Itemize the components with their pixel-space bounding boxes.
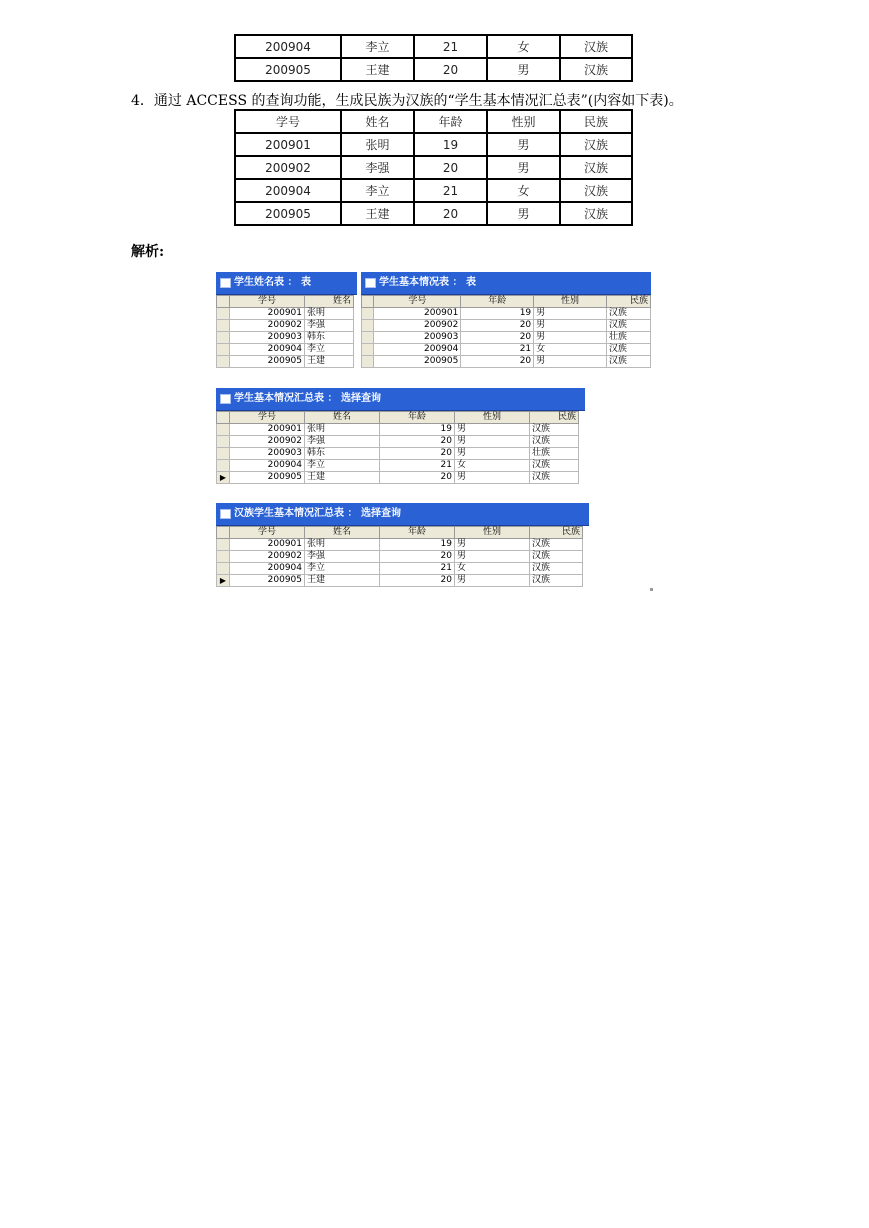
- gender-cell: 男: [487, 156, 560, 179]
- ethnicity-cell: 汉族: [560, 133, 632, 156]
- age-cell: 19: [414, 133, 487, 156]
- record-selector[interactable]: [217, 344, 230, 356]
- datasheet-header: [217, 296, 354, 308]
- query-icon: [220, 509, 231, 519]
- cell[interactable]: 20: [380, 436, 455, 448]
- cell[interactable]: 汉族: [606, 320, 650, 332]
- cell[interactable]: 汉族: [530, 539, 583, 551]
- cell[interactable]: 男: [455, 472, 530, 484]
- window-titlebar[interactable]: [216, 503, 589, 526]
- column-header[interactable]: 民族: [530, 527, 583, 539]
- cell[interactable]: 200903: [230, 332, 305, 344]
- cell[interactable]: 21: [461, 344, 534, 356]
- column-header[interactable]: 姓名: [305, 296, 354, 308]
- result-table: [234, 109, 633, 226]
- name-cell: 李强: [341, 156, 414, 179]
- column-header[interactable]: 学号: [230, 527, 305, 539]
- table-icon: [220, 278, 231, 288]
- corner-selector[interactable]: [362, 296, 374, 308]
- cell[interactable]: 李立: [305, 563, 380, 575]
- window-titlebar[interactable]: [216, 388, 585, 411]
- datasheet-row[interactable]: [362, 308, 651, 320]
- cell[interactable]: 壮族: [530, 448, 579, 460]
- datasheet: [216, 295, 354, 368]
- corner-selector[interactable]: [217, 412, 230, 424]
- cell[interactable]: 壮族: [606, 332, 650, 344]
- datasheet-row[interactable]: [217, 472, 579, 484]
- name-cell: 张明: [341, 133, 414, 156]
- datasheet-header: [217, 527, 583, 539]
- ethnicity-cell: 汉族: [560, 35, 632, 58]
- cell[interactable]: 200902: [230, 436, 305, 448]
- current-record-pointer[interactable]: ▶: [217, 575, 230, 587]
- column-header[interactable]: 学号: [230, 296, 305, 308]
- cell[interactable]: 男: [455, 575, 530, 587]
- cell[interactable]: 20: [461, 332, 534, 344]
- cell[interactable]: 19: [461, 308, 534, 320]
- table-header-row: [235, 110, 632, 133]
- datasheet: [361, 295, 651, 368]
- ethnicity-cell: 汉族: [560, 156, 632, 179]
- cell[interactable]: 男: [455, 436, 530, 448]
- cell[interactable]: 王建: [305, 575, 380, 587]
- record-selector[interactable]: [217, 356, 230, 368]
- student-id-cell: 200901: [235, 133, 341, 156]
- gender-cell: 男: [487, 202, 560, 225]
- cell[interactable]: 20: [380, 448, 455, 460]
- datasheet-row[interactable]: [362, 356, 651, 368]
- cell[interactable]: 女: [534, 344, 607, 356]
- datasheet-row[interactable]: [217, 551, 583, 563]
- current-record-pointer[interactable]: ▶: [217, 472, 230, 484]
- cell[interactable]: 李强: [305, 320, 354, 332]
- cell[interactable]: 200903: [230, 448, 305, 460]
- cell[interactable]: 200901: [374, 308, 461, 320]
- cell[interactable]: 21: [380, 563, 455, 575]
- cell[interactable]: 200901: [230, 308, 305, 320]
- name-cell: 王建: [341, 202, 414, 225]
- summary-query-window[interactable]: [216, 388, 585, 491]
- query-icon: [220, 394, 231, 404]
- student-id-cell: 200904: [235, 179, 341, 202]
- header-cell: 年龄: [414, 110, 487, 133]
- cell[interactable]: 男: [455, 551, 530, 563]
- datasheet-row[interactable]: [217, 436, 579, 448]
- cell[interactable]: 200901: [230, 424, 305, 436]
- analysis-label: 解析:: [131, 244, 165, 260]
- window-title: 汉族学生基本情况汇总表 ： 选择查询: [234, 508, 401, 519]
- table-icon: [365, 278, 376, 288]
- datasheet-row[interactable]: [217, 320, 354, 332]
- cell[interactable]: 男: [455, 448, 530, 460]
- column-header[interactable]: 学号: [374, 296, 461, 308]
- student-id-cell: 200905: [235, 58, 341, 81]
- cell[interactable]: 200901: [230, 539, 305, 551]
- cell[interactable]: 汉族: [530, 551, 583, 563]
- datasheet-row[interactable]: [217, 424, 579, 436]
- record-selector[interactable]: [217, 448, 230, 460]
- header-cell: 学号: [235, 110, 341, 133]
- cell[interactable]: 汉族: [530, 424, 579, 436]
- cell[interactable]: 20: [380, 472, 455, 484]
- record-selector[interactable]: [217, 551, 230, 563]
- datasheet-row[interactable]: [217, 563, 583, 575]
- name-cell: 王建: [341, 58, 414, 81]
- datasheet-header: [362, 296, 651, 308]
- corner-selector[interactable]: [217, 296, 230, 308]
- table-row: [235, 179, 632, 202]
- cell[interactable]: 汉族: [530, 436, 579, 448]
- column-header[interactable]: 年龄: [380, 412, 455, 424]
- record-selector[interactable]: [362, 356, 374, 368]
- cell[interactable]: 200903: [374, 332, 461, 344]
- datasheet-row[interactable]: [217, 575, 583, 587]
- cell[interactable]: 王建: [305, 472, 380, 484]
- cell[interactable]: 20: [461, 356, 534, 368]
- window-title: 学生姓名表 ： 表: [234, 277, 311, 288]
- record-selector[interactable]: [217, 460, 230, 472]
- cell[interactable]: 汉族: [606, 308, 650, 320]
- cell[interactable]: 200904: [230, 344, 305, 356]
- gender-cell: 男: [487, 133, 560, 156]
- ethnicity-cell: 汉族: [560, 58, 632, 81]
- cell[interactable]: 男: [534, 320, 607, 332]
- cell[interactable]: 李强: [305, 551, 380, 563]
- cell[interactable]: 19: [380, 539, 455, 551]
- header-cell: 性别: [487, 110, 560, 133]
- cell[interactable]: 张明: [305, 424, 380, 436]
- age-cell: 21: [414, 35, 487, 58]
- record-selector[interactable]: [217, 332, 230, 344]
- window-title: 学生基本情况表 ： 表: [379, 277, 476, 288]
- cell[interactable]: 李立: [305, 460, 380, 472]
- cell[interactable]: 男: [455, 539, 530, 551]
- record-selector[interactable]: [362, 344, 374, 356]
- cell[interactable]: 200905: [230, 356, 305, 368]
- cell[interactable]: 200904: [230, 460, 305, 472]
- cell[interactable]: 女: [455, 563, 530, 575]
- datasheet-row[interactable]: [217, 308, 354, 320]
- top-table: [234, 34, 633, 82]
- age-cell: 20: [414, 156, 487, 179]
- cell[interactable]: 汉族: [606, 344, 650, 356]
- table-row: [235, 133, 632, 156]
- datasheet-row[interactable]: [362, 320, 651, 332]
- column-header[interactable]: 年龄: [380, 527, 455, 539]
- datasheet-row[interactable]: [217, 448, 579, 460]
- window-title: 学生基本情况汇总表 ： 选择查询: [234, 393, 381, 404]
- cell[interactable]: 20: [461, 320, 534, 332]
- cell[interactable]: 男: [534, 308, 607, 320]
- column-header[interactable]: 性别: [455, 412, 530, 424]
- cell[interactable]: 汉族: [606, 356, 650, 368]
- cell[interactable]: 21: [380, 460, 455, 472]
- age-cell: 20: [414, 202, 487, 225]
- column-header[interactable]: 姓名: [305, 412, 380, 424]
- column-header[interactable]: 民族: [530, 412, 579, 424]
- cell[interactable]: 汉族: [530, 563, 583, 575]
- record-selector[interactable]: [217, 424, 230, 436]
- table-row: [235, 35, 632, 58]
- cell[interactable]: 200902: [374, 320, 461, 332]
- record-selector[interactable]: [217, 539, 230, 551]
- cell[interactable]: 汉族: [530, 472, 579, 484]
- han-summary-query-window[interactable]: [216, 503, 589, 593]
- record-selector[interactable]: [217, 436, 230, 448]
- basic-info-table-window[interactable]: [361, 272, 651, 375]
- column-header[interactable]: 性别: [534, 296, 607, 308]
- column-header[interactable]: 姓名: [305, 527, 380, 539]
- cell[interactable]: 200905: [230, 472, 305, 484]
- student-id-cell: 200904: [235, 35, 341, 58]
- corner-selector[interactable]: [217, 527, 230, 539]
- cell[interactable]: 男: [534, 332, 607, 344]
- cell[interactable]: 韩东: [305, 332, 354, 344]
- column-header[interactable]: 年龄: [461, 296, 534, 308]
- gender-cell: 女: [487, 179, 560, 202]
- cell[interactable]: 200905: [230, 575, 305, 587]
- cell[interactable]: 韩东: [305, 448, 380, 460]
- record-selector[interactable]: [217, 308, 230, 320]
- gender-cell: 女: [487, 35, 560, 58]
- record-selector[interactable]: [217, 563, 230, 575]
- window-titlebar[interactable]: [216, 272, 357, 295]
- cell[interactable]: 汉族: [530, 460, 579, 472]
- cell[interactable]: 张明: [305, 308, 354, 320]
- stray-mark: [650, 588, 653, 591]
- cell[interactable]: 20: [380, 575, 455, 587]
- name-cell: 李立: [341, 35, 414, 58]
- cell[interactable]: 李立: [305, 344, 354, 356]
- cell[interactable]: 200905: [374, 356, 461, 368]
- datasheet-row[interactable]: [362, 344, 651, 356]
- ethnicity-cell: 汉族: [560, 202, 632, 225]
- question-text: 4．通过 ACCESS 的查询功能，生成民族为汉族的“学生基本情况汇总表”(内容如下表)。: [131, 93, 683, 109]
- datasheet-row[interactable]: [217, 344, 354, 356]
- cell[interactable]: 200902: [230, 320, 305, 332]
- cell[interactable]: 李强: [305, 436, 380, 448]
- table-row: [235, 58, 632, 81]
- cell[interactable]: 汉族: [530, 575, 583, 587]
- record-selector[interactable]: [362, 320, 374, 332]
- cell[interactable]: 男: [455, 424, 530, 436]
- table-row: [235, 202, 632, 225]
- datasheet-row[interactable]: [217, 356, 354, 368]
- header-cell: 民族: [560, 110, 632, 133]
- datasheet: [216, 526, 583, 587]
- cell[interactable]: 200904: [230, 563, 305, 575]
- cell[interactable]: 王建: [305, 356, 354, 368]
- record-selector[interactable]: [362, 308, 374, 320]
- cell[interactable]: 200904: [374, 344, 461, 356]
- student-id-cell: 200902: [235, 156, 341, 179]
- student-id-cell: 200905: [235, 202, 341, 225]
- datasheet-row[interactable]: [217, 332, 354, 344]
- cell[interactable]: 200902: [230, 551, 305, 563]
- record-selector[interactable]: [217, 320, 230, 332]
- column-header[interactable]: 学号: [230, 412, 305, 424]
- record-selector[interactable]: [362, 332, 374, 344]
- cell[interactable]: 20: [380, 551, 455, 563]
- datasheet-row[interactable]: [217, 539, 583, 551]
- cell[interactable]: 张明: [305, 539, 380, 551]
- ethnicity-cell: 汉族: [560, 179, 632, 202]
- datasheet: [216, 411, 579, 484]
- cell[interactable]: 19: [380, 424, 455, 436]
- datasheet-header: [217, 412, 579, 424]
- window-titlebar[interactable]: [361, 272, 651, 295]
- column-header[interactable]: 性别: [455, 527, 530, 539]
- age-cell: 21: [414, 179, 487, 202]
- datasheet-row[interactable]: [362, 332, 651, 344]
- datasheet-row[interactable]: [217, 460, 579, 472]
- name-cell: 李立: [341, 179, 414, 202]
- column-header[interactable]: 民族: [606, 296, 650, 308]
- age-cell: 20: [414, 58, 487, 81]
- names-table-window[interactable]: [216, 272, 357, 375]
- gender-cell: 男: [487, 58, 560, 81]
- header-cell: 姓名: [341, 110, 414, 133]
- table-row: [235, 156, 632, 179]
- cell[interactable]: 男: [534, 356, 607, 368]
- cell[interactable]: 女: [455, 460, 530, 472]
